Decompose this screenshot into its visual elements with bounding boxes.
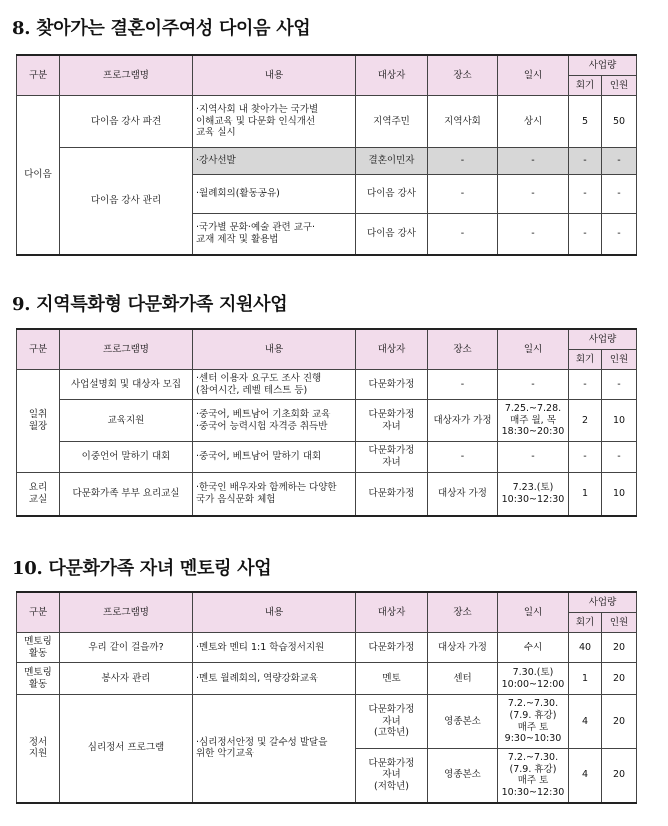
header-place: 장소 xyxy=(428,592,498,633)
target-cell: 다문화가정 xyxy=(356,473,428,516)
header-sessions: 회기 xyxy=(569,613,602,633)
date-cell: - xyxy=(498,175,569,214)
place-cell: 대상자가 가정 xyxy=(428,400,498,442)
place-cell: - xyxy=(428,175,498,214)
sessions-cell: 1 xyxy=(569,663,602,695)
target-cell: 다문화가정 자녀 xyxy=(356,400,428,442)
content-cell: ·중국어, 베트남어 말하기 대회 xyxy=(193,442,356,473)
header-volume: 사업량 xyxy=(569,55,637,76)
table-row xyxy=(17,442,637,473)
program-cell: 우리 같이 걸을까? xyxy=(60,633,193,663)
people-cell: - xyxy=(602,370,637,400)
content-cell: ·한국인 배우자와 함께하는 다양한 국가 음식문화 체험 xyxy=(193,473,356,516)
sessions-cell: - xyxy=(569,442,602,473)
header-target: 대상자 xyxy=(356,329,428,370)
section-10-table xyxy=(16,591,637,804)
table-row xyxy=(17,473,637,516)
program-cell: 다이음 강사 관리 xyxy=(60,148,193,255)
category-cell: 다이음 xyxy=(17,96,60,255)
header-place: 장소 xyxy=(428,329,498,370)
place-cell: - xyxy=(428,214,498,255)
date-cell: 상시 xyxy=(498,96,569,148)
target-cell: 다문화가정 자녀 (저학년) xyxy=(356,749,428,803)
program-cell: 이중언어 말하기 대회 xyxy=(60,442,193,473)
program-cell: 봉사자 관리 xyxy=(60,663,193,695)
people-cell: 20 xyxy=(602,749,637,803)
sessions-cell: 4 xyxy=(569,695,602,749)
header-program: 프로그램명 xyxy=(60,592,193,633)
people-cell: - xyxy=(602,148,637,175)
section-8-table xyxy=(16,54,637,256)
sessions-cell: 5 xyxy=(569,96,602,148)
date-cell: 7.30.(토) 10:00~12:00 xyxy=(498,663,569,695)
content-cell: ·월례회의(활동공유) xyxy=(193,175,356,214)
date-cell: - xyxy=(498,214,569,255)
target-cell: 결혼이민자 xyxy=(356,148,428,175)
sessions-cell: - xyxy=(569,214,602,255)
category-cell: 일취 월장 xyxy=(17,370,60,473)
content-cell: ·멘토 월례회의, 역량강화교육 xyxy=(193,663,356,695)
target-cell: 다이음 강사 xyxy=(356,175,428,214)
content-cell: ·중국어, 베트남어 기초회화 교육 ·중국어 능력시험 자격증 취득반 xyxy=(193,400,356,442)
header-date: 일시 xyxy=(498,592,569,633)
date-cell: - xyxy=(498,442,569,473)
header-place: 장소 xyxy=(428,55,498,96)
header-target: 대상자 xyxy=(356,55,428,96)
date-cell: 7.25.~7.28. 매주 월, 목 18:30~20:30 xyxy=(498,400,569,442)
table-row xyxy=(17,370,637,400)
header-volume: 사업량 xyxy=(569,592,637,613)
content-cell: ·심리정서안정 및 갈수성 발달을 위한 악기교육 xyxy=(193,695,356,803)
program-cell: 교육지원 xyxy=(60,400,193,442)
header-date: 일시 xyxy=(498,55,569,96)
target-cell: 다문화가정 xyxy=(356,370,428,400)
place-cell: 지역사회 xyxy=(428,96,498,148)
sessions-cell: 4 xyxy=(569,749,602,803)
target-cell: 다이음 강사 xyxy=(356,214,428,255)
header-people: 인원 xyxy=(602,613,637,633)
header-sessions: 회기 xyxy=(569,350,602,370)
table-row xyxy=(17,96,637,148)
category-cell: 정서 지원 xyxy=(17,695,60,803)
people-cell: 20 xyxy=(602,695,637,749)
people-cell: 50 xyxy=(602,96,637,148)
header-category: 구분 xyxy=(17,592,60,633)
program-cell: 심리정서 프로그램 xyxy=(60,695,193,803)
target-cell: 다문화가정 자녀 (고학년) xyxy=(356,695,428,749)
people-cell: 10 xyxy=(602,473,637,516)
place-cell: 대상자 가정 xyxy=(428,473,498,516)
content-cell: ·센터 이용자 요구도 조사 진행 (참여시간, 레벨 테스트 등) xyxy=(193,370,356,400)
people-cell: - xyxy=(602,442,637,473)
content-cell: ·지역사회 내 찾아가는 국가별 이해교육 및 다문화 인식개선 교육 실시 xyxy=(193,96,356,148)
sessions-cell: 2 xyxy=(569,400,602,442)
table-row xyxy=(17,695,637,749)
header-content: 내용 xyxy=(193,55,356,96)
header-category: 구분 xyxy=(17,55,60,96)
sessions-cell: - xyxy=(569,148,602,175)
content-cell: ·국가별 문화·예술 관련 교구· 교재 제작 및 활용법 xyxy=(193,214,356,255)
header-program: 프로그램명 xyxy=(60,329,193,370)
people-cell: - xyxy=(602,175,637,214)
place-cell: 영종본소 xyxy=(428,749,498,803)
people-cell: 10 xyxy=(602,400,637,442)
sessions-cell: - xyxy=(569,175,602,214)
header-content: 내용 xyxy=(193,592,356,633)
place-cell: 대상자 가정 xyxy=(428,633,498,663)
table-row xyxy=(17,663,637,695)
program-cell: 사업설명회 및 대상자 모집 xyxy=(60,370,193,400)
section-9-table xyxy=(16,328,637,517)
content-cell: ·멘토와 멘티 1:1 학습정서지원 xyxy=(193,633,356,663)
place-cell: - xyxy=(428,370,498,400)
section-10-title: 10. 다문화가족 자녀 멘토링 사업 xyxy=(12,558,272,579)
place-cell: - xyxy=(428,442,498,473)
sessions-cell: - xyxy=(569,370,602,400)
table-row xyxy=(17,400,637,442)
content-cell: ·강사선발 xyxy=(193,148,356,175)
category-cell: 멘토링 활동 xyxy=(17,633,60,663)
place-cell: 영종본소 xyxy=(428,695,498,749)
people-cell: - xyxy=(602,214,637,255)
section-9-title: 9. 지역특화형 다문화가족 지원사업 xyxy=(12,294,288,315)
header-category: 구분 xyxy=(17,329,60,370)
date-cell: - xyxy=(498,370,569,400)
section-8-title: 8. 찾아가는 결혼이주여성 다이음 사업 xyxy=(12,18,311,39)
header-volume: 사업량 xyxy=(569,329,637,350)
target-cell: 지역주민 xyxy=(356,96,428,148)
date-cell: 7.2.~7.30. (7.9. 휴강) 매주 토 9:30~10:30 xyxy=(498,695,569,749)
header-people: 인원 xyxy=(602,76,637,96)
header-date: 일시 xyxy=(498,329,569,370)
header-people: 인원 xyxy=(602,350,637,370)
header-target: 대상자 xyxy=(356,592,428,633)
target-cell: 멘토 xyxy=(356,663,428,695)
program-cell: 다이음 강사 파견 xyxy=(60,96,193,148)
target-cell: 다문화가정 xyxy=(356,633,428,663)
people-cell: 20 xyxy=(602,663,637,695)
table-row xyxy=(17,633,637,663)
target-cell: 다문화가정 자녀 xyxy=(356,442,428,473)
header-sessions: 회기 xyxy=(569,76,602,96)
category-cell: 요리 교실 xyxy=(17,473,60,516)
date-cell: - xyxy=(498,148,569,175)
date-cell: 7.2.~7.30. (7.9. 휴강) 매주 토 10:30~12:30 xyxy=(498,749,569,803)
header-content: 내용 xyxy=(193,329,356,370)
sessions-cell: 40 xyxy=(569,633,602,663)
program-cell: 다문화가족 부부 요리교실 xyxy=(60,473,193,516)
sessions-cell: 1 xyxy=(569,473,602,516)
table-row xyxy=(17,148,637,175)
place-cell: 센터 xyxy=(428,663,498,695)
date-cell: 수시 xyxy=(498,633,569,663)
date-cell: 7.23.(토) 10:30~12:30 xyxy=(498,473,569,516)
place-cell: - xyxy=(428,148,498,175)
category-cell: 멘토링 활동 xyxy=(17,663,60,695)
people-cell: 20 xyxy=(602,633,637,663)
header-program: 프로그램명 xyxy=(60,55,193,96)
